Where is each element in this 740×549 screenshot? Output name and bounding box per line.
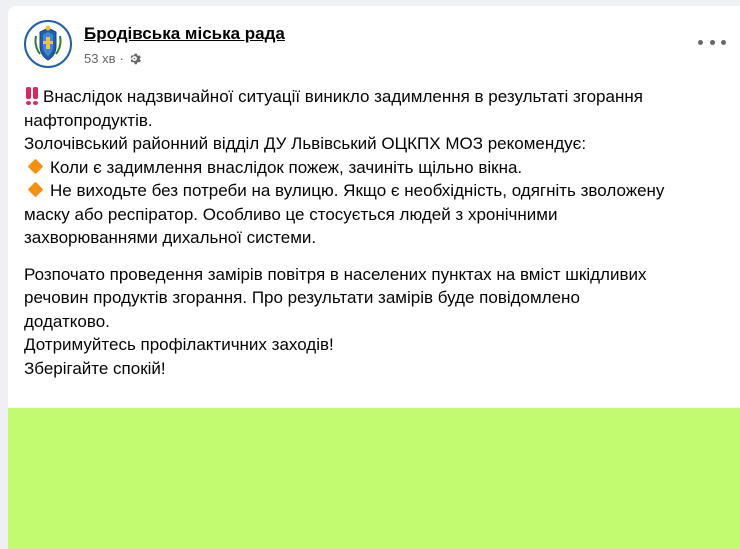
text-line: додатково. — [24, 311, 110, 331]
post-card — [8, 6, 740, 549]
page-name-link[interactable]: Бродівська міська рада — [84, 23, 285, 43]
text-line: Не виходьте без потреби на вулицю. Якщо є необхідність, одягніть зволожену — [24, 179, 729, 203]
text-line: речовин продуктів згорання. Про результати замірів буде повідомлено — [24, 288, 580, 307]
post-meta — [84, 51, 285, 66]
post-text — [24, 85, 729, 380]
text-line: Внаслідок надзвичайної ситуації виникло задимлення в результаті згорання — [24, 85, 729, 109]
post-header — [24, 20, 285, 68]
text-line: Дотримуйтесь профілактичних заходів! — [24, 335, 334, 354]
text-line: Розпочато проведення замірів повітря в населених пунктах на вміст шкідливих — [24, 264, 647, 284]
text-line: маску або респіратор. Особливо це стосується людей з хронічними — [24, 204, 558, 224]
post-time[interactable]: 53 хв — [84, 50, 116, 66]
text-line: захворюваннями дихальної системи. — [24, 228, 317, 247]
text-line: Зберігайте спокій! — [24, 358, 166, 378]
text-line: Коли є задимлення внаслідок пожеж, зачиніть щільно вікна. — [24, 156, 729, 180]
more-options-icon[interactable] — [698, 34, 726, 50]
double-exclamation-icon — [24, 87, 41, 105]
meta-separator: · — [119, 50, 124, 66]
gear-icon[interactable] — [128, 52, 141, 65]
avatar[interactable] — [24, 20, 72, 68]
coat-of-arms-icon — [26, 22, 70, 66]
text-line: Золочівський районний відділ ДУ Львівський ОЦКПХ МОЗ рекомендує: — [24, 134, 587, 153]
orange-diamond-icon — [28, 158, 44, 174]
orange-diamond-icon — [28, 182, 44, 198]
post-image[interactable] — [8, 408, 740, 549]
text-line: нафтопродуктів. — [24, 110, 153, 130]
